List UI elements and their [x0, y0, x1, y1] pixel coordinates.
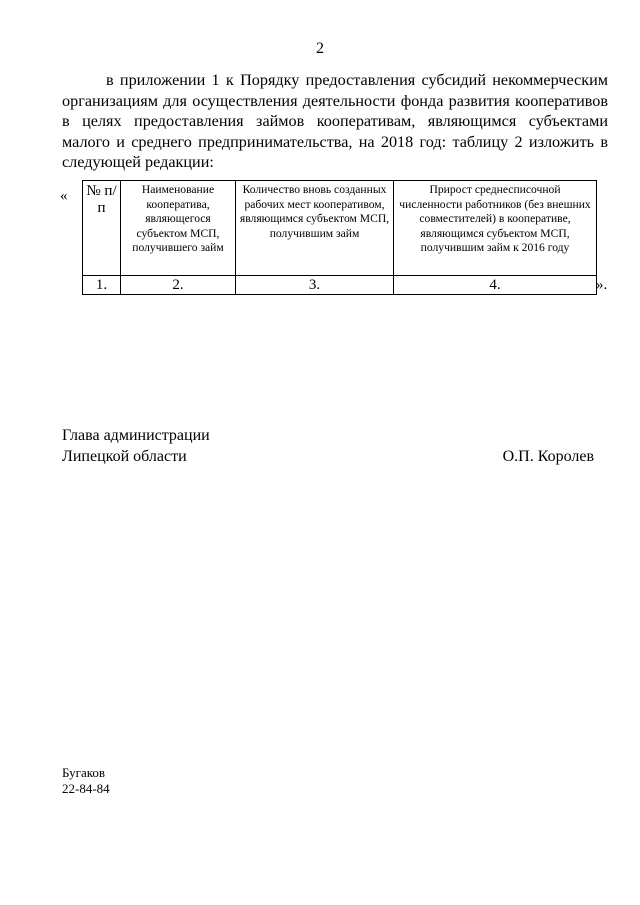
header-new-jobs: Количество вновь созданных рабочих мест кооперативом, являющимся субъектом МСП, получившим займ — [236, 181, 394, 276]
executor-phone: 22-84-84 — [62, 780, 110, 796]
closing-quote: ». — [596, 277, 608, 293]
amendment-paragraph — [62, 70, 608, 173]
signatory-position-line1: Глава администрации — [62, 427, 210, 444]
header-employee-growth: Прирост среднесписочной численности работников (без внешних совместителей) в кооперативе, являющимся субъектом МСП, получившим займ к 2016 году — [394, 181, 597, 276]
amendment-text: в приложении 1 к Порядку предоставления субсидий некоммерческим организациям для осуществления деятельности фонда развития кооперативов в целях предоставления займов кооперативам, являющимся субъектами малого и среднего предпринимательства, на 2018 год: таблицу 2 изложить в следующей редакции: — [62, 71, 608, 171]
page-number: 2 — [316, 40, 324, 57]
table-row — [83, 276, 597, 295]
signatory-position-line2: Липецкой области — [62, 447, 187, 465]
opening-quote: « — [60, 188, 68, 204]
cell-col-4: 4. — [394, 276, 597, 295]
executor-name: Бугаков — [62, 765, 106, 780]
header-cooperative-name: Наименование кооператива, являющегося субъектом МСП, получившего займ — [121, 181, 236, 276]
cell-col-1: 1. — [83, 276, 121, 295]
signatory-name: О.П. Королев — [502, 447, 594, 465]
table-header-row — [83, 181, 597, 276]
signature-block — [62, 426, 608, 467]
executor-block — [62, 765, 110, 796]
table-2 — [82, 180, 597, 295]
cell-col-3: 3. — [236, 276, 394, 295]
header-number: № п/п — [83, 181, 121, 276]
cell-col-2: 2. — [121, 276, 236, 295]
